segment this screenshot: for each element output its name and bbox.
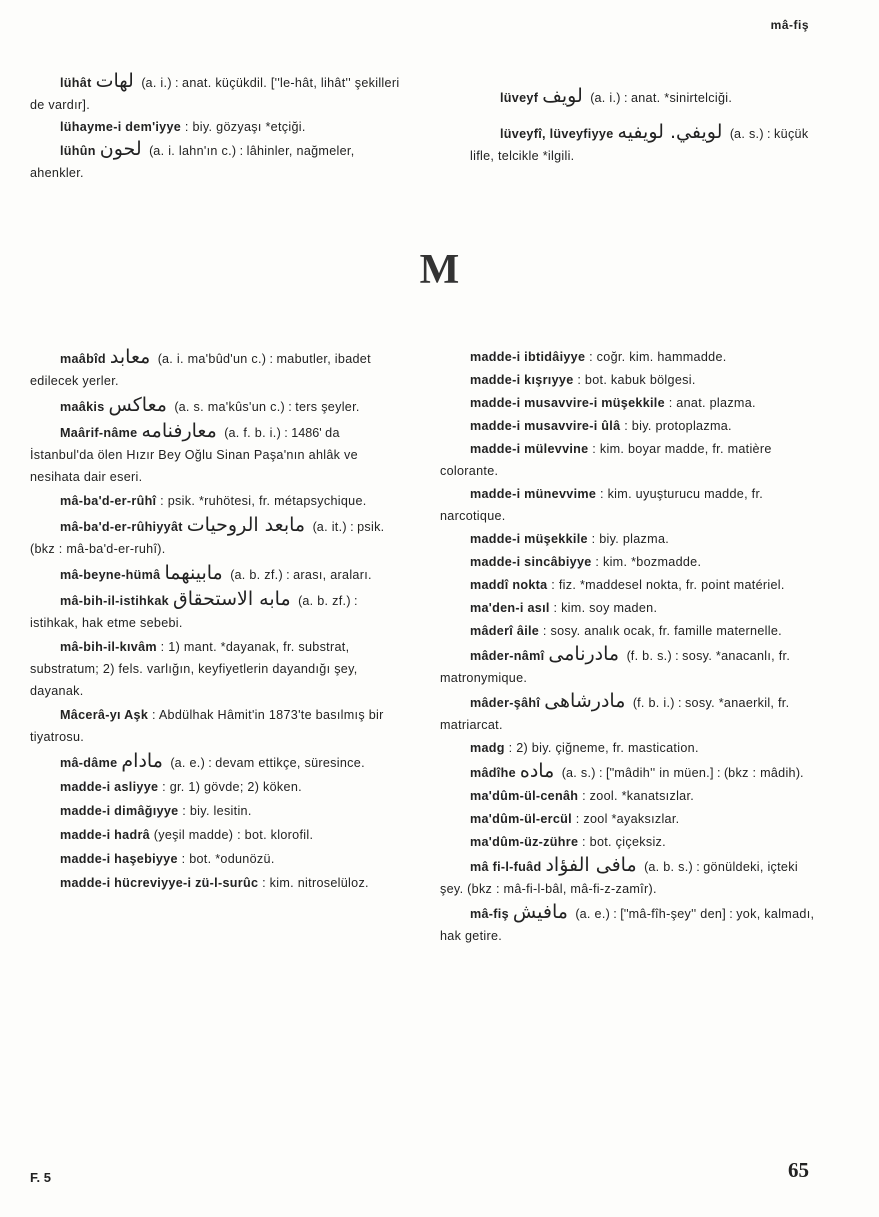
dictionary-entry (30, 116, 405, 138)
dictionary-entry (30, 750, 405, 774)
entry-definition: : kim. soy maden. (549, 601, 658, 615)
entry-definition: : biy. gözyaşı *etçiği. (181, 120, 306, 134)
entry-arabic-script: مافى الفؤاد (545, 854, 637, 876)
entry-definition: : 1) mant. *dayanak, fr. substrat, substratum; 2) fels. varlığın, keyfiyetlerin dayandığı şey, dayanak. (30, 640, 358, 698)
entry-headword: mâder-şâhî (470, 696, 541, 710)
entry-arabic-script: لويف (542, 85, 583, 107)
section-letter: M (419, 247, 460, 293)
entry-definition: : bot. çiçeksiz. (578, 835, 666, 849)
dictionary-entry (30, 848, 405, 870)
entry-headword: mâderî âile (470, 624, 540, 638)
dictionary-entry (440, 528, 815, 550)
entry-headword: maâkis (60, 400, 105, 414)
dictionary-entry (440, 620, 815, 642)
entry-headword: mâdîhe (470, 766, 516, 780)
entry-definition: : zool *ayaksızlar. (571, 812, 680, 826)
entry-headword: ma'dûm-üz-zühre (470, 835, 579, 849)
dictionary-entry (440, 690, 815, 736)
entry-arabic-script: مافيش (512, 901, 568, 923)
entry-headword: mâ fi-l-fuâd (470, 860, 542, 874)
dictionary-entry (440, 854, 815, 900)
entry-headword: lühayme-i dem'iyye (60, 120, 182, 134)
entry-definition: (a. s. ma'kûs'un c.) : ters şeyler. (170, 400, 360, 414)
page-number: 65 (788, 1158, 809, 1182)
dictionary-entry (30, 704, 405, 748)
left-column (30, 346, 405, 896)
dictionary-entry (440, 392, 815, 414)
entry-definition: (a. i. ma'bûd'un c.) : mabutler, ibadet edilecek yerler. (30, 352, 371, 388)
dictionary-entry (30, 636, 405, 702)
entry-definition: (a. it.) : psik. (bkz : mâ-ba'd-er-ruhî). (30, 520, 385, 556)
dictionary-entry (30, 872, 405, 894)
dictionary-entry (440, 597, 815, 619)
entry-definition: : sosy. analık ocak, fr. famille maternelle. (539, 624, 782, 638)
dictionary-entry (30, 824, 405, 846)
entry-definition: (a. b. zf.) : istihkak, hak etme sebebi. (30, 594, 358, 630)
dictionary-entry (440, 760, 815, 784)
entry-arabic-script: ماده (519, 760, 555, 782)
entry-headword: ma'den-i asıl (470, 601, 550, 615)
entry-definition: : 2) biy. çiğneme, fr. mastication. (504, 741, 699, 755)
dictionary-entry (440, 346, 815, 368)
entry-definition: : kim. *bozmadde. (591, 555, 702, 569)
dictionary-entry (440, 901, 815, 947)
entry-arabic-script: مادرشاهى (544, 690, 626, 712)
dictionary-entry (440, 831, 815, 853)
dictionary-entry (440, 551, 815, 573)
entry-headword: madde-i hücreviyye-i zü-l-surûc (60, 876, 259, 890)
entry-arabic-script: مابينهما (164, 562, 223, 584)
entry-headword: madde-i kışrıyye (470, 373, 574, 387)
top-left-column (30, 70, 405, 184)
dictionary-entry (30, 420, 405, 488)
dictionary-entry (30, 394, 405, 418)
entry-headword: madde-i mülevvine (470, 442, 589, 456)
entry-arabic-script: لهات (95, 70, 134, 92)
entry-arabic-script: مابعد الروحيات (186, 514, 306, 536)
entry-definition: : fiz. *maddesel nokta, fr. point matériel. (547, 578, 785, 592)
entry-arabic-script: معابد (109, 346, 151, 368)
running-head: mâ-fiş (770, 18, 809, 32)
entry-definition: (yeşil madde) : bot. klorofil. (149, 828, 314, 842)
entry-headword: maddî nokta (470, 578, 548, 592)
entry-headword: madde-i hadrâ (60, 828, 150, 842)
entry-definition: (a. i.) : anat. küçükdil. [''le-hât, lihât'' şekilleri de vardır]. (30, 76, 400, 112)
entry-definition: : kim. uyuşturucu madde, fr. narcotique. (440, 487, 764, 523)
entry-headword: madde-i ibtidâiyye (470, 350, 586, 364)
dictionary-entry (30, 588, 405, 634)
entry-definition: (a. i.) : anat. *sinirtelciği. (586, 91, 733, 105)
entry-headword: lüveyf (500, 91, 539, 105)
dictionary-entry (30, 800, 405, 822)
entry-headword: madde-i dimâğıyye (60, 804, 179, 818)
entry-arabic-script: لويفي. لويفيه (617, 121, 723, 143)
entry-definition: (a. b. s.) : gönüldeki, içteki şey. (bkz : mâ-fi-l-bâl, mâ-fi-z-zamîr). (440, 860, 798, 896)
dictionary-entry (470, 121, 815, 167)
entry-definition: : bot. *odunözü. (177, 852, 275, 866)
dictionary-entry (440, 438, 815, 482)
entry-headword: mâder-nâmî (470, 649, 545, 663)
entry-definition: (a. s.) : [''mâdih'' in müen.] : (bkz : mâdih). (558, 766, 804, 780)
entry-definition: : Abdülhak Hâmit'in 1873'te basılmış bir tiyatrosu. (30, 708, 384, 744)
entry-definition: : coğr. kim. hammadde. (585, 350, 727, 364)
entry-headword: madde-i musavvire-i müşekkile (470, 396, 665, 410)
dictionary-entry (30, 776, 405, 798)
entry-headword: mâ-bih-il-kıvâm (60, 640, 157, 654)
dictionary-entry (30, 70, 405, 116)
entry-headword: mâ-ba'd-er-rûhî (60, 494, 157, 508)
entry-definition: : kim. boyar madde, fr. matière colorante. (440, 442, 772, 478)
entry-arabic-script: مابه الاستحقاق (172, 588, 291, 610)
dictionary-entry (30, 562, 405, 586)
entry-headword: lühûn (60, 144, 96, 158)
entry-definition: : biy. protoplazma. (620, 419, 732, 433)
entry-definition: : gr. 1) gövde; 2) köken. (158, 780, 302, 794)
entry-definition: : biy. lesitin. (178, 804, 252, 818)
entry-headword: lühât (60, 76, 92, 90)
dictionary-entry (440, 574, 815, 596)
entry-headword: ma'dûm-ül-ercül (470, 812, 572, 826)
entry-headword: Mâcerâ-yı Aşk (60, 708, 149, 722)
dictionary-entry (30, 514, 405, 560)
dictionary-entry (440, 369, 815, 391)
dictionary-entry (440, 737, 815, 759)
entry-definition: (a. s.) : küçük lifle, telcikle *ilgili. (470, 127, 809, 163)
right-column (440, 346, 815, 948)
entry-definition: : biy. plazma. (587, 532, 670, 546)
signature-mark: F. 5 (30, 1170, 51, 1185)
entry-definition: (a. f. b. i.) : 1486' da İstanbul'da ölen Hızır Bey Oğlu Sinan Paşa'nın ahlâk ve nesihata dair eseri. (30, 426, 358, 484)
entry-definition: (a. e.) : [''mâ-fîh-şey'' den] : yok, kalmadı, hak getire. (440, 907, 815, 943)
entry-arabic-script: لحون (99, 138, 142, 160)
entry-headword: madg (470, 741, 505, 755)
entry-arabic-script: مادرنامى (548, 643, 620, 665)
entry-headword: madde-i asliyye (60, 780, 159, 794)
top-right-column (470, 85, 815, 179)
entry-definition: : zool. *kanatsızlar. (578, 789, 695, 803)
entry-definition: (a. i. lahn'ın c.) : lâhinler, nağmeler, ahenkler. (30, 144, 355, 180)
entry-headword: madde-i münevvime (470, 487, 597, 501)
entry-headword: madde-i sincâbiyye (470, 555, 592, 569)
entry-headword: mâ-dâme (60, 756, 118, 770)
dictionary-entry (440, 643, 815, 689)
entry-headword: Maârif-nâme (60, 426, 138, 440)
entry-arabic-script: معارفنامه (141, 420, 217, 442)
dictionary-entry (440, 483, 815, 527)
entry-headword: mâ-fiş (470, 907, 509, 921)
entry-definition: : bot. kabuk bölgesi. (573, 373, 696, 387)
entry-headword: mâ-bih-il-istihkak (60, 594, 169, 608)
entry-headword: madde-i müşekkile (470, 532, 588, 546)
entry-definition: (f. b. s.) : sosy. *anacanlı, fr. matronymique. (440, 649, 791, 685)
dictionary-entry (440, 808, 815, 830)
entry-headword: ma'dûm-ül-cenâh (470, 789, 579, 803)
entry-headword: mâ-beyne-hümâ (60, 568, 161, 582)
dictionary-entry (30, 138, 405, 184)
dictionary-entry (440, 785, 815, 807)
dictionary-entry (30, 346, 405, 392)
entry-definition: : kim. nitroselüloz. (258, 876, 369, 890)
dictionary-entry (30, 490, 405, 512)
entry-definition: (a. e.) : devam ettikçe, süresince. (166, 756, 365, 770)
entry-headword: mâ-ba'd-er-rûhiyyât (60, 520, 183, 534)
entry-definition: (f. b. i.) : sosy. *anaerkil, fr. matriarcat. (440, 696, 790, 732)
entry-arabic-script: مادام (121, 750, 163, 772)
entry-headword: madde-i musavvire-i ûlâ (470, 419, 621, 433)
entry-definition: : psik. *ruhötesi, fr. métapsychique. (156, 494, 367, 508)
entry-headword: madde-i haşebiyye (60, 852, 178, 866)
entry-definition: : anat. plazma. (664, 396, 756, 410)
entry-arabic-script: معاكس (108, 394, 167, 416)
dictionary-entry (470, 85, 815, 109)
entry-headword: maâbîd (60, 352, 106, 366)
dictionary-entry (440, 415, 815, 437)
entry-headword: lüveyfî, lüveyfiyye (500, 127, 614, 141)
entry-definition: (a. b. zf.) : arası, araları. (226, 568, 372, 582)
